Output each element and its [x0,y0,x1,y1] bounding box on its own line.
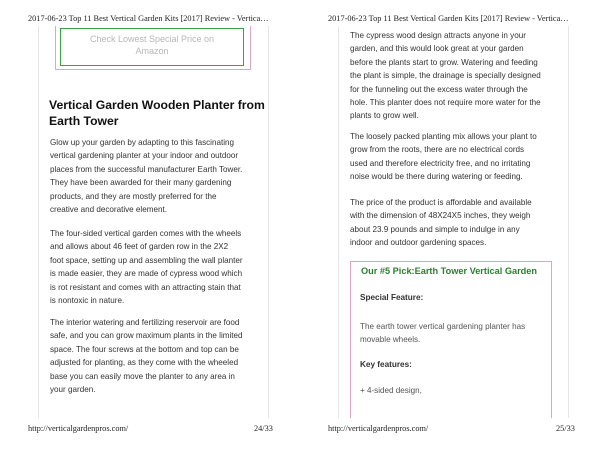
text-line: your garden. [50,385,96,395]
pick-title: Our #5 Pick:Earth Tower Vertical Garden [361,266,537,276]
text-line: The loosely packed planting mix allows your plant to [350,132,537,141]
text-line: creative and decorative element. [50,205,167,215]
page-header: 2017-06-23 Top 11 Best Vertical Garden Kits [2017] Review - Vertica… [28,14,269,23]
text-line: foot space, setting up and assembling the wall planter [50,255,243,265]
text-line: The cypress wood design attracts anyone in your [350,31,526,40]
text-line: adjusted for planting, as they come with the wheeled [50,358,239,368]
text-line: grow from the roots, there are no electrical cords [350,145,525,155]
text-line: for the funneling out the excess water through the [350,84,528,94]
text-line: products, and they are mostly preferred for the [50,191,217,201]
text-line: indoor and outdoor gardening spaces. [350,238,487,248]
text-line: The four-sided vertical garden comes with the wheels [50,229,242,238]
paragraph-1 [350,29,584,123]
page-header: 2017-06-23 Top 11 Best Vertical Garden Kits [2017] Review - Vertica… [328,14,569,23]
text-line: hole. This planter does not require more water for the [350,98,541,108]
product-heading [49,97,279,129]
text-line: Glow up your garden by adapting to this fascinating [50,138,235,147]
paragraph-2 [350,130,584,184]
heading-line-2: Earth Tower [49,114,119,128]
check-price-line-1: Check Lowest Special Price on [89,34,215,44]
page-number: 25/33 [556,424,575,433]
paragraph-1 [50,136,282,216]
special-feature-label: Special Feature: [360,293,424,302]
footer-url[interactable]: http://verticalgardenpros.com/ [28,424,129,433]
check-price-line-2: Amazon [135,46,169,56]
text-line: noise would be there during watering or feeding. [350,172,523,182]
paragraph-3 [350,196,584,250]
text-line: The earth tower vertical gardening planter has [360,322,526,331]
text-line: used and therefore electricity free, and no irritating [350,158,531,168]
text-line: about 23.9 pounds and simple to indulge in any [350,224,520,234]
content-rule-left [38,26,39,418]
footer-url[interactable]: http://verticalgardenpros.com/ [328,424,429,433]
text-line: the plant is simple, the drainage is specially designed [350,71,541,81]
key-features-label: Key features: [360,360,412,369]
heading-line-1: Vertical Garden Wooden Planter from [49,98,265,112]
text-line: base you can easily move the planter to any area in [50,371,235,381]
text-line: is nontoxic in nature. [50,296,125,306]
text-line: space. The four screws at the bottom and top can be [50,344,239,354]
text-line: The interior watering and fertilizing reservoir are food [50,318,240,327]
text-line: safe, and you can grow maximum plants in the limited [50,331,243,341]
text-line: is rot resistant and comes with an attracting stain that [50,282,241,292]
right-page [300,0,600,450]
page-number: 24/33 [254,424,273,433]
text-line: places from the successful manufacturer Earth Tower. [50,164,243,174]
text-line: and allows about 46 feet of garden row in the 2X2 [50,242,229,252]
key-feature-item: + 4-sided design, [360,386,422,395]
text-line: plants to grow well. [350,111,419,121]
check-price-button[interactable] [60,28,244,66]
text-line: with the dimension of 48X24X5 inches, they weigh [350,211,531,221]
text-line: The price of the product is affordable and available [350,198,532,207]
text-line: garden, and this would look great at your garden [350,44,524,54]
text-line: movable wheels. [360,335,421,345]
text-line: before the plants start to grow. Watering and feeding [350,57,538,67]
paragraph-2 [50,227,282,307]
text-line: vertical gardening planter at your indoor and outdoor [50,151,239,161]
content-rule-left [338,26,339,418]
special-feature-text [360,320,550,347]
paragraph-3 [50,316,282,396]
text-line: They have been awarded for their many gardening [50,178,232,188]
text-line: is made easier, they are made of cypress wood which [50,269,243,279]
